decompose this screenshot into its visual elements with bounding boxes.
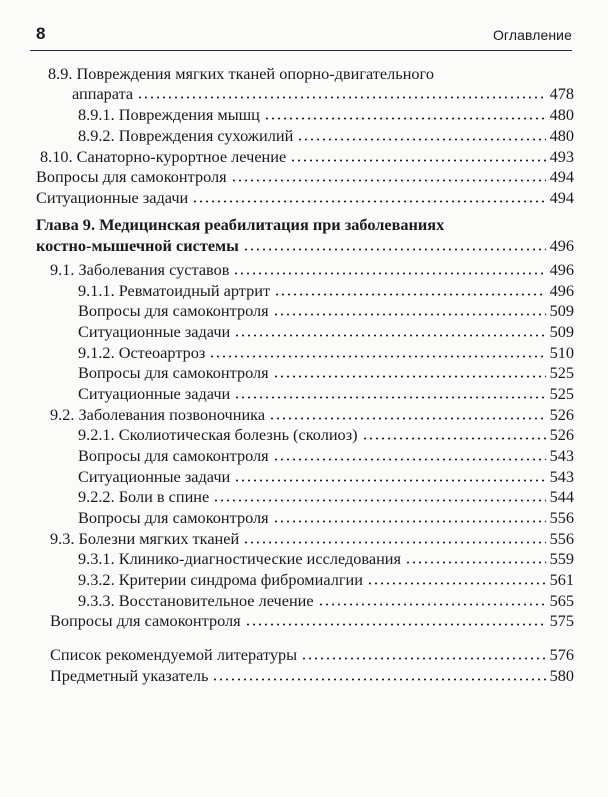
- dot-leader: [405, 561, 546, 564]
- toc-entry-title: 9.2.1. Сколиотическая болезнь (сколиоз): [78, 425, 358, 444]
- toc-page-number: 496: [549, 236, 574, 255]
- toc-entry-title: Список рекомендуемой литературы: [50, 645, 298, 664]
- dot-leader: [367, 582, 546, 585]
- dot-leader: [273, 458, 546, 461]
- toc-page-number: 565: [549, 591, 574, 610]
- toc-entry-subject-index[interactable]: [50, 664, 574, 685]
- toc-entry-title: 9.1.1. Ревматоидный артрит: [78, 281, 271, 300]
- toc-chapter-9[interactable]: [36, 234, 574, 255]
- toc-entry-title: Ситуационные задачи: [78, 384, 231, 403]
- toc-entry-tasks-9-1-2[interactable]: [78, 382, 574, 403]
- toc-entry-title: Предметный указатель: [50, 666, 209, 685]
- toc-entry-questions-ch9[interactable]: [50, 609, 574, 630]
- toc-entry-title: 9.1.2. Остеоартроз: [78, 343, 206, 362]
- dot-leader: [297, 138, 545, 141]
- toc-page-number: 575: [549, 611, 574, 630]
- toc-entry-title: 9.2. Заболевания позвоночника: [50, 405, 266, 424]
- dot-leader: [264, 117, 546, 120]
- toc-entry-8-10[interactable]: [40, 145, 574, 166]
- toc-entry-title: Вопросы для самоконтроля: [78, 508, 269, 527]
- dot-leader: [273, 375, 546, 378]
- page-number: 8: [36, 24, 46, 43]
- toc-entry-9-2-1[interactable]: [78, 423, 574, 444]
- toc-entry-questions-9-1-2[interactable]: [78, 361, 574, 382]
- toc-page-number: 478: [549, 84, 574, 103]
- dot-leader: [231, 179, 546, 182]
- toc-page-number: 493: [549, 147, 574, 166]
- toc-entry-questions-ch8[interactable]: [36, 165, 574, 186]
- toc-entry-9-2[interactable]: [50, 403, 574, 424]
- toc-page-number: 561: [549, 570, 574, 589]
- toc-page-number: 509: [549, 301, 574, 320]
- toc-entry-questions-9-1-1[interactable]: [78, 299, 574, 320]
- dot-leader: [213, 499, 545, 502]
- dot-leader: [273, 313, 546, 316]
- toc-page-number: 525: [549, 384, 574, 403]
- dot-leader: [243, 541, 545, 544]
- dot-leader: [243, 248, 546, 251]
- toc-entry-title: 8.10. Санаторно-курортное лечение: [40, 147, 287, 166]
- toc-entry-tasks-9-1-1[interactable]: [78, 320, 574, 341]
- dot-leader: [192, 200, 545, 203]
- toc-page-number: 525: [549, 363, 574, 382]
- toc-entry-title: Вопросы для самоконтроля: [78, 446, 269, 465]
- toc-entry-9-3[interactable]: [50, 527, 574, 548]
- toc-page-number: 510: [549, 343, 574, 362]
- toc-entry-8-9-line1: 8.9. Повреждения мягких тканей опорно-двигательного: [48, 64, 434, 83]
- dot-leader: [362, 437, 546, 440]
- toc-entry-9-3-2[interactable]: [78, 568, 574, 589]
- toc-entry-title: 8.9.1. Повреждения мышц: [78, 105, 260, 124]
- toc-page-number: 543: [549, 446, 574, 465]
- toc-entry-literature[interactable]: [50, 643, 574, 664]
- dot-leader: [137, 96, 545, 99]
- toc-entry-tasks-ch8[interactable]: [36, 186, 574, 207]
- toc-entry-title: костно-мышечной системы: [36, 236, 239, 255]
- dot-leader: [290, 159, 545, 162]
- dot-leader: [234, 334, 545, 337]
- toc-entry-title: 9.3.1. Клинико-диагностические исследования: [78, 549, 401, 568]
- running-title: Оглавление: [492, 27, 572, 43]
- dot-leader: [318, 603, 546, 606]
- toc-page-number: 526: [549, 405, 574, 424]
- dot-leader: [274, 293, 545, 296]
- toc-page-number: 559: [549, 549, 574, 568]
- toc-page-number: 480: [549, 126, 574, 145]
- toc-page-number: 576: [549, 645, 574, 664]
- toc-page-number: 580: [549, 666, 574, 685]
- toc-entry-questions-9-2-1[interactable]: [78, 444, 574, 465]
- toc-entry-9-1-1[interactable]: [78, 279, 574, 300]
- toc-entry-title: 9.3. Болезни мягких тканей: [50, 529, 240, 548]
- toc-entry-9-2-2[interactable]: [78, 485, 574, 506]
- dot-leader: [234, 396, 545, 399]
- toc-entry-questions-9-2-2[interactable]: [78, 506, 574, 527]
- toc-page-number: 526: [549, 425, 574, 444]
- toc-chapter-9-line1: Глава 9. Медицинская реабилитация при заболеваниях: [36, 215, 445, 234]
- toc-page-number: 544: [549, 487, 574, 506]
- toc-page-number: 494: [549, 188, 574, 207]
- dot-leader: [273, 520, 546, 523]
- toc-entry-title: 9.3.3. Восстановительное лечение: [78, 591, 314, 610]
- toc-entry-title: Ситуационные задачи: [78, 467, 231, 486]
- toc-entry-9-1[interactable]: [50, 258, 574, 279]
- toc-entry-title: Ситуационные задачи: [36, 188, 189, 207]
- toc-entry-title: Вопросы для самоконтроля: [50, 611, 241, 630]
- toc-entry-8-9-2[interactable]: [78, 124, 574, 145]
- toc-entry-title: 9.2.2. Боли в спине: [78, 487, 210, 506]
- toc-entry-8-9-1[interactable]: [78, 103, 574, 124]
- toc-entry-9-3-3[interactable]: [78, 589, 574, 610]
- toc-page-number: 496: [549, 281, 574, 300]
- dot-leader: [269, 417, 546, 420]
- toc-entry-title: аппарата: [72, 84, 134, 103]
- toc-entry-9-1-2[interactable]: [78, 341, 574, 362]
- toc-page-number: 509: [549, 322, 574, 341]
- dot-leader: [212, 678, 545, 681]
- toc-entry-tasks-9-2-1[interactable]: [78, 465, 574, 486]
- toc-entry-9-3-1[interactable]: [78, 547, 574, 568]
- toc-page-number: 543: [549, 467, 574, 486]
- toc-entry-title: Ситуационные задачи: [78, 322, 231, 341]
- toc-page-number: 480: [549, 105, 574, 124]
- toc-entry-title: 8.9.2. Повреждения сухожилий: [78, 126, 294, 145]
- dot-leader: [209, 355, 545, 358]
- dot-leader: [245, 623, 546, 626]
- toc-entry-title: Вопросы для самоконтроля: [78, 363, 269, 382]
- toc-page-number: 556: [549, 529, 574, 548]
- toc-entry-title: 9.3.2. Критерии синдрома фибромиалгии: [78, 570, 363, 589]
- dot-leader: [233, 272, 545, 275]
- dot-leader: [301, 657, 546, 660]
- toc-entry-title: Вопросы для самоконтроля: [78, 301, 269, 320]
- toc-entry-8-9[interactable]: [72, 82, 574, 103]
- toc-page-number: 496: [549, 260, 574, 279]
- toc-page-number: 556: [549, 508, 574, 527]
- toc-entry-title: 9.1. Заболевания суставов: [50, 260, 230, 279]
- dot-leader: [234, 479, 545, 482]
- toc-page-number: 494: [549, 167, 574, 186]
- page-header: [30, 22, 572, 51]
- toc-entry-title: Вопросы для самоконтроля: [36, 167, 227, 186]
